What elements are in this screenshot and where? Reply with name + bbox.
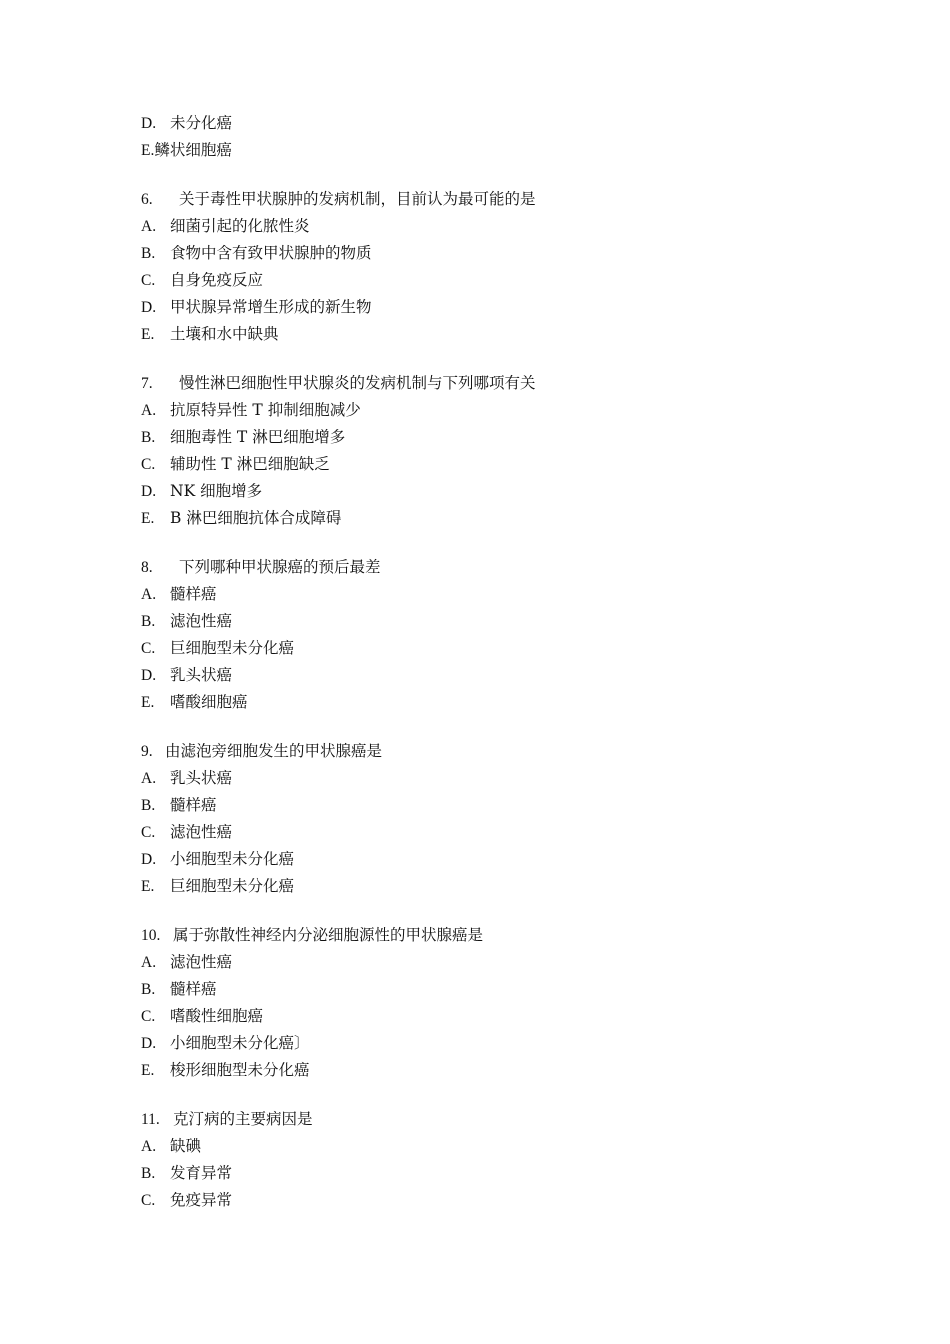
option-letter: E. — [141, 694, 155, 711]
option-item — [141, 137, 841, 164]
option-item — [141, 1133, 841, 1160]
option-text: 嗜酸性细胞癌 — [170, 1007, 264, 1025]
option-letter: E. — [141, 326, 155, 343]
option-item — [141, 792, 841, 819]
option-text: 自身免疫反应 — [170, 271, 264, 289]
option-letter: D. — [141, 1035, 157, 1052]
option-text: NK 细胞增多 — [170, 482, 263, 500]
question-block — [141, 186, 841, 348]
question-stem — [141, 1106, 841, 1133]
option-text: 嗜酸细胞癌 — [170, 693, 248, 711]
option-letter: A. — [141, 954, 157, 971]
option-text: 滤泡性癌 — [170, 823, 233, 841]
option-letter: E. — [141, 510, 155, 527]
option-text: 鳞状细胞癌 — [154, 141, 232, 159]
option-letter: E. — [141, 878, 155, 895]
question-number: 10. — [141, 927, 161, 944]
option-letter: D. — [141, 851, 157, 868]
option-letter: E. — [141, 1062, 155, 1079]
question-block — [141, 1106, 841, 1214]
option-item — [141, 1057, 841, 1084]
option-letter: D. — [141, 483, 157, 500]
option-text: 细胞毒性 T 淋巴细胞增多 — [170, 428, 346, 446]
option-letter: B. — [141, 613, 156, 630]
option-text: 辅助性 T 淋巴细胞缺乏 — [170, 455, 330, 473]
option-letter: C. — [141, 824, 156, 841]
option-letter: B. — [141, 429, 156, 446]
option-item — [141, 1030, 841, 1057]
option-letter: A. — [141, 218, 157, 235]
option-text: 髓样癌 — [170, 796, 217, 814]
option-letter: B. — [141, 797, 156, 814]
option-item — [141, 397, 841, 424]
option-letter: B. — [141, 245, 156, 262]
option-item — [141, 689, 841, 716]
question-stem — [141, 738, 841, 765]
question-number: 7. — [141, 375, 153, 392]
option-letter: B. — [141, 981, 156, 998]
option-item — [141, 1187, 841, 1214]
option-letter: C. — [141, 1192, 156, 1209]
option-text: 巨细胞型未分化癌 — [170, 639, 295, 657]
option-item — [141, 1160, 841, 1187]
option-letter: C. — [141, 456, 156, 473]
question-number: 6. — [141, 191, 153, 208]
question-text: 属于弥散性神经内分泌细胞源性的甲状腺癌是 — [173, 926, 484, 944]
option-text: 发育异常 — [170, 1164, 233, 1182]
question-stem — [141, 370, 841, 397]
question-list — [141, 110, 841, 1214]
option-item — [141, 1003, 841, 1030]
option-item — [141, 846, 841, 873]
question-text: 关于毒性甲状腺肿的发病机制，目前认为最可能的是 — [179, 190, 536, 208]
option-item — [141, 321, 841, 348]
option-item — [141, 240, 841, 267]
question-number: 8. — [141, 559, 153, 576]
option-text: B 淋巴细胞抗体合成障碍 — [170, 509, 342, 527]
question-block — [141, 738, 841, 900]
option-text: 小细胞型未分化癌〕 — [170, 1034, 310, 1052]
question-text: 慢性淋巴细胞性甲状腺炎的发病机制与下列哪项有关 — [179, 374, 536, 392]
option-letter: A. — [141, 402, 157, 419]
carried-over-options — [141, 110, 841, 164]
option-letter: C. — [141, 272, 156, 289]
option-item — [141, 949, 841, 976]
option-item — [141, 213, 841, 240]
option-text: 免疫异常 — [170, 1191, 233, 1209]
option-text: 小细胞型未分化癌 — [170, 850, 295, 868]
option-item — [141, 505, 841, 532]
option-item — [141, 267, 841, 294]
option-text: 巨细胞型未分化癌 — [170, 877, 295, 895]
question-stem — [141, 186, 841, 213]
option-text: 梭形细胞型未分化癌 — [170, 1061, 310, 1079]
question-text: 克汀病的主要病因是 — [173, 1110, 313, 1128]
option-text: 乳头状癌 — [170, 666, 233, 684]
question-number: 9. — [141, 743, 153, 760]
option-text: 滤泡性癌 — [170, 953, 233, 971]
option-text: 缺碘 — [170, 1137, 202, 1155]
option-item — [141, 635, 841, 662]
option-item — [141, 608, 841, 635]
question-stem — [141, 922, 841, 949]
option-item — [141, 581, 841, 608]
option-text: 甲状腺异常增生形成的新生物 — [170, 298, 372, 316]
option-text: 食物中含有致甲状腺肿的物质 — [170, 244, 372, 262]
option-letter: A. — [141, 770, 157, 787]
question-block — [141, 370, 841, 532]
option-item — [141, 662, 841, 689]
question-stem — [141, 554, 841, 581]
option-letter: D. — [141, 299, 157, 316]
option-text: 髓样癌 — [170, 585, 217, 603]
option-letter: A. — [141, 1138, 157, 1155]
option-letter: D. — [141, 115, 157, 132]
option-item — [141, 451, 841, 478]
option-letter: C. — [141, 1008, 156, 1025]
option-text: 未分化癌 — [170, 114, 233, 132]
option-text: 乳头状癌 — [170, 769, 233, 787]
option-text: 滤泡性癌 — [170, 612, 233, 630]
question-block — [141, 922, 841, 1084]
question-text: 下列哪种甲状腺癌的预后最差 — [179, 558, 381, 576]
option-item — [141, 424, 841, 451]
option-letter: E. — [141, 142, 155, 159]
option-text: 土壤和水中缺典 — [170, 325, 279, 343]
question-text: 由滤泡旁细胞发生的甲状腺癌是 — [165, 742, 383, 760]
option-text: 抗原特异性 T 抑制细胞减少 — [170, 401, 361, 419]
option-item — [141, 873, 841, 900]
option-text: 细菌引起的化脓性炎 — [170, 217, 310, 235]
option-item — [141, 478, 841, 505]
option-letter: C. — [141, 640, 156, 657]
option-item — [141, 765, 841, 792]
option-item — [141, 819, 841, 846]
option-item — [141, 110, 841, 137]
question-number: 11. — [141, 1111, 160, 1128]
option-letter: B. — [141, 1165, 156, 1182]
option-letter: D. — [141, 667, 157, 684]
option-item — [141, 294, 841, 321]
option-text: 髓样癌 — [170, 980, 217, 998]
option-letter: A. — [141, 586, 157, 603]
option-item — [141, 976, 841, 1003]
question-block — [141, 554, 841, 716]
